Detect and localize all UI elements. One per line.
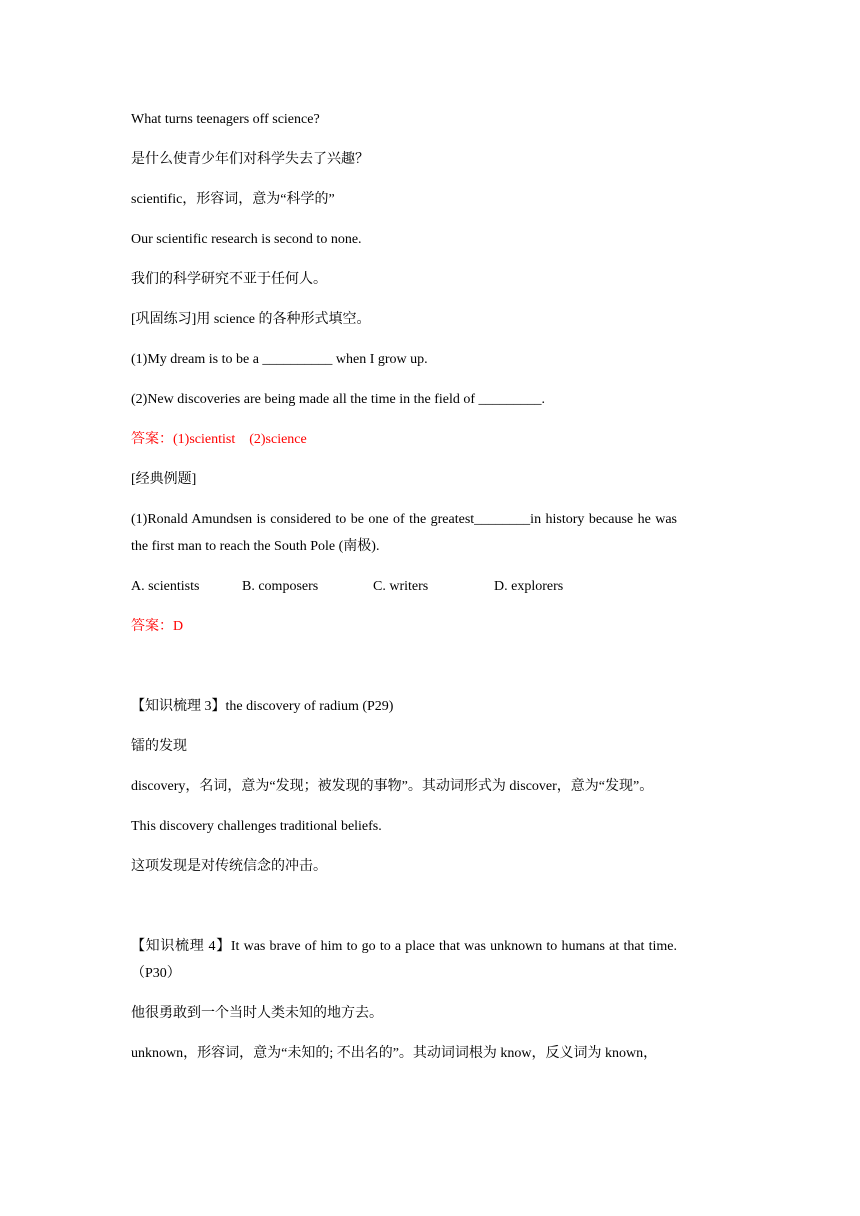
- section-spacer: [131, 653, 677, 693]
- document-body: [131, 106, 681, 1080]
- paragraph-question-chinese: 是什么使青少年们对科学失去了兴趣？: [131, 152, 369, 167]
- option-a: A. scientists: [131, 579, 200, 594]
- section-heading-knowledge-4: 【知识梳理 4】It was brave of him to go to a place that was unknown to humans at that time. （P30）: [131, 939, 681, 981]
- paragraph-practice-heading: [巩固练习]用 science 的各种形式填空。: [131, 312, 371, 327]
- paragraph-discovery-example-english: This discovery challenges traditional beliefs.: [131, 819, 382, 834]
- paragraph-scientific-definition: scientific，形容词，意为“科学的”: [131, 192, 335, 207]
- paragraph-practice-answer: 答案：(1)scientist (2)science: [131, 432, 307, 447]
- paragraph-practice-item-1: (1)My dream is to be a __________ when I grow up.: [131, 352, 428, 367]
- section-heading-knowledge-3: 【知识梳理 3】the discovery of radium (P29): [131, 699, 394, 714]
- paragraph-example-question: (1)Ronald Amundsen is considered to be one of the greatest________in history because he was the first man to reach the South Pole (南极).: [131, 512, 681, 554]
- paragraph-question-english: What turns teenagers off science?: [131, 112, 320, 127]
- option-b: B. composers: [242, 579, 319, 594]
- option-d: D. explorers: [494, 579, 564, 594]
- paragraph-radium-translation: 镭的发现: [131, 739, 187, 754]
- option-c: C. writers: [373, 579, 429, 594]
- paragraph-discovery-definition: discovery，名词，意为“发现；被发现的事物”。其动词形式为 discover，意为“发现”。: [131, 779, 654, 794]
- paragraph-discovery-example-chinese: 这项发现是对传统信念的冲击。: [131, 859, 327, 874]
- paragraph-example-chinese: 我们的科学研究不亚于任何人。: [131, 272, 327, 287]
- paragraph-unknown-definition: unknown，形容词，意为“未知的; 不出名的”。其动词词根为 know，反义词为 known，: [131, 1046, 658, 1061]
- paragraph-example-english: Our scientific research is second to none.: [131, 232, 362, 247]
- paragraph-example-answer: 答案：D: [131, 619, 184, 634]
- paragraph-example-heading: [经典例题]: [131, 472, 197, 487]
- paragraph-practice-item-2: (2)New discoveries are being made all the time in the field of _________.: [131, 392, 546, 407]
- section-spacer: [131, 893, 677, 933]
- paragraph-brave-translation: 他很勇敢到一个当时人类未知的地方去。: [131, 1006, 383, 1021]
- answer-options: [131, 573, 677, 600]
